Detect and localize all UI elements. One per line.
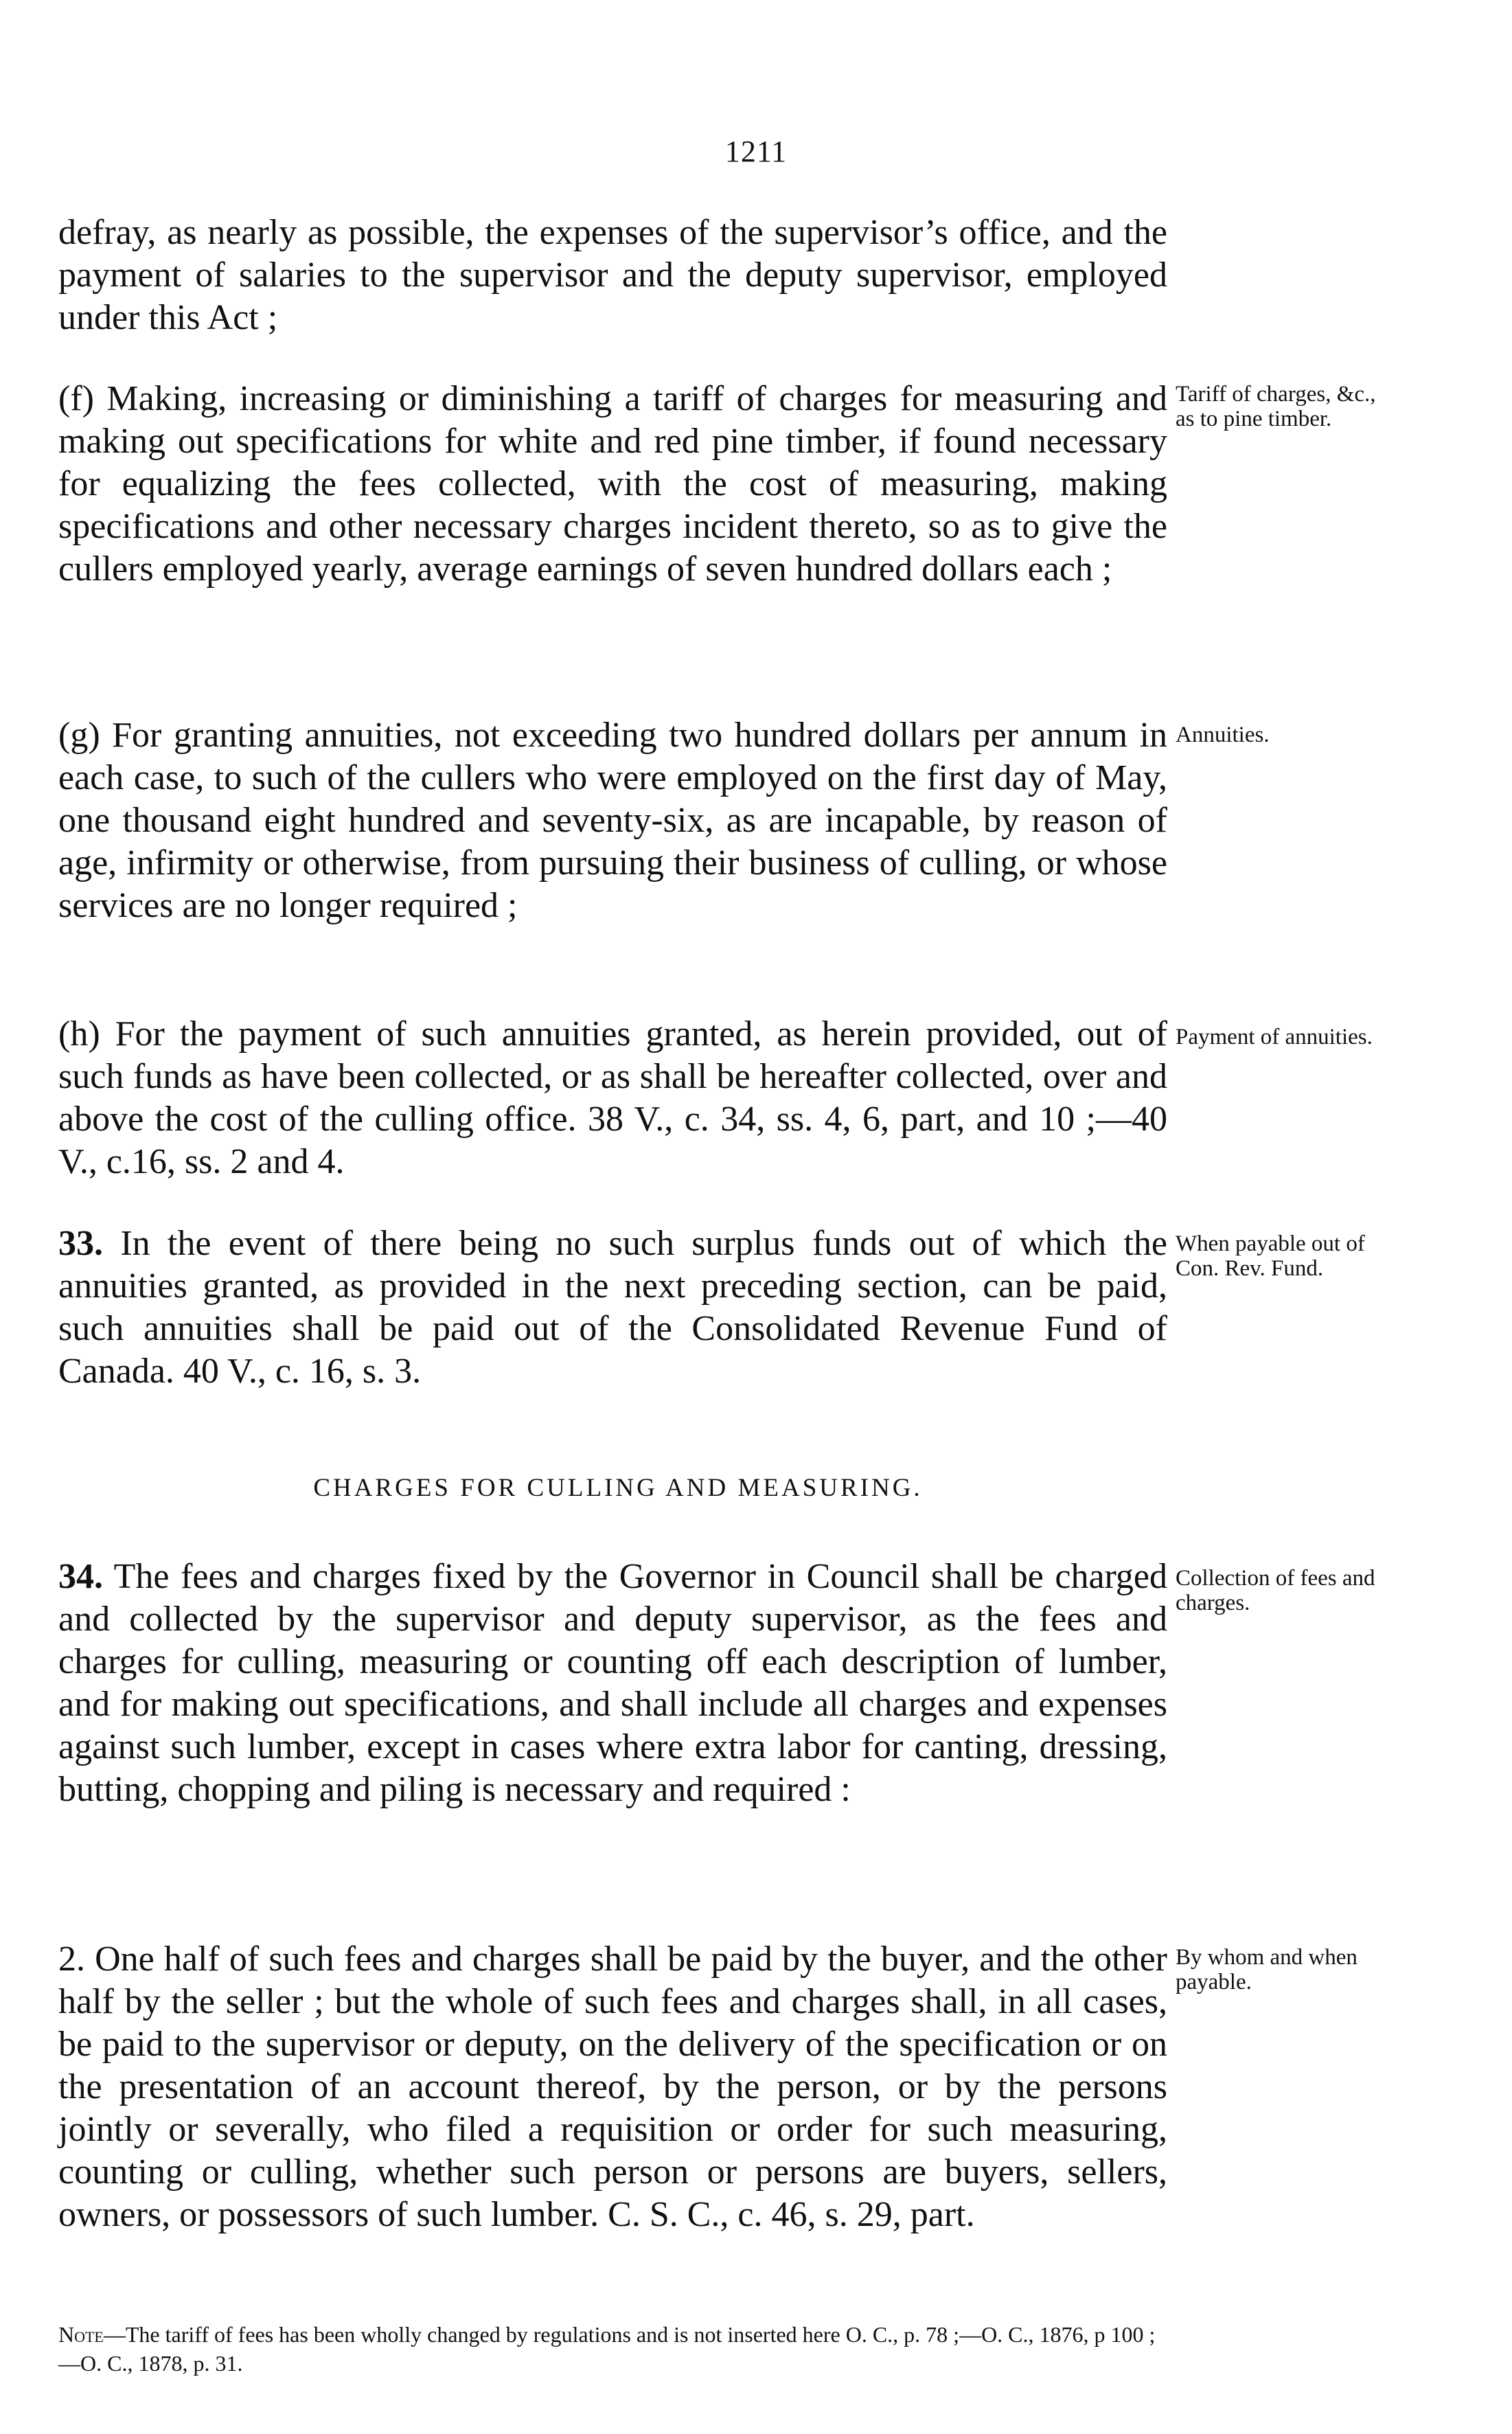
- margin-note-h: Payment of annuities.: [1176, 1025, 1373, 1049]
- margin-note-34: Collection of fees and charges.: [1176, 1566, 1375, 1615]
- section-34: [58, 1556, 1167, 1811]
- margin-note-g: Annuities.: [1176, 723, 1270, 747]
- page-number: 1211: [724, 135, 788, 168]
- paragraph-text: (h) For the payment of such annuities granted, as herein provided, out of such funds as have been collected, or as shall be hereafter collected, over and above the cost of the culling office. 38 V., c. 34, ss. 4, 6, part, and 10 ;—40 V., c.16, ss. 2 and 4.: [58, 1014, 1167, 1181]
- paragraph-text: (f) Making, increasing or diminishing a tariff of charges for measuring and making out specifications for white and red pine timber, if found necessary for equalizing the fees collected, with the cost of measuring, making specifications and other necessary charges incident thereto, so as to give the cullers employed yearly, average earnings of seven hundred dollars each ;: [58, 379, 1167, 589]
- margin-note-33: When payable out of Con. Rev. Fund.: [1176, 1231, 1365, 1281]
- footnote: [58, 2320, 1167, 2378]
- footnote-label: Note: [58, 2322, 104, 2347]
- paragraph-text: (g) For granting annuities, not exceeding two hundred dollars per annum in each case, to such of the cullers who were employed on the first day of May, one thousand eight hundred and seventy-six, as are incapable, by reason of age, infirmity or otherwise, from pursuing their business of culling, or whose services are no longer required ;: [58, 716, 1167, 925]
- section-number: 33.: [58, 1224, 103, 1263]
- subsection-34-2: [58, 1938, 1167, 2236]
- paragraph-intro: [58, 212, 1167, 339]
- section-33: [58, 1222, 1167, 1393]
- margin-note-f: Tariff of charges, &c., as to pine timber.: [1176, 382, 1376, 431]
- clause-g: [58, 714, 1167, 927]
- clause-h: [58, 1013, 1167, 1183]
- margin-note-34-2: By whom and when payable.: [1176, 1945, 1358, 1994]
- footnote-text: —The tariff of fees has been wholly changed by regulations and is not inserted here O. C., p. 78 ;—O. C., 1876, p 100 ;—O. C., 1878, p. 31.: [58, 2322, 1156, 2376]
- clause-f: [58, 378, 1167, 591]
- section-heading: CHARGES FOR CULLING AND MEASURING.: [313, 1474, 923, 1502]
- paragraph-text: [58, 1556, 1167, 1811]
- paragraph-text: defray, as nearly as possible, the expenses of the supervisor’s office, and the payment of salaries to the supervisor and the deputy supervisor, employed under this Act ;: [58, 213, 1167, 337]
- section-text: The fees and charges fixed by the Governor in Council shall be charged and collected by the supervisor and deputy supervisor, as the fees and charges for culling, measuring or counting off each description of lumber, and for making out specifications, and shall include all charges and expenses against such lumber, except in cases where extra labor for canting, dressing, butting, chopping and piling is necessary and required :: [58, 1557, 1168, 1809]
- paragraph-text: [58, 1222, 1167, 1393]
- section-text: In the event of there being no such surplus funds out of which the annuities granted, as provided in the next preceding section, can be paid, such annuities shall be paid out of the Consolidated Revenue Fund of Canada. 40 V., c. 16, s. 3.: [58, 1224, 1167, 1391]
- section-number: 34.: [58, 1557, 103, 1596]
- paragraph-text: 2. One half of such fees and charges shall be paid by the buyer, and the other half by the seller ; but the whole of such fees and charges shall, in all cases, be paid to the supervisor or deputy, on the delivery of the specification or on the presentation of an account thereof, by the person, or by the persons jointly or severally, who filed a requisition or order for such measuring, counting or culling, whether such person or persons are buyers, sellers, owners, or possessors of such lumber. C. S. C., c. 46, s. 29, part.: [58, 1940, 1167, 2234]
